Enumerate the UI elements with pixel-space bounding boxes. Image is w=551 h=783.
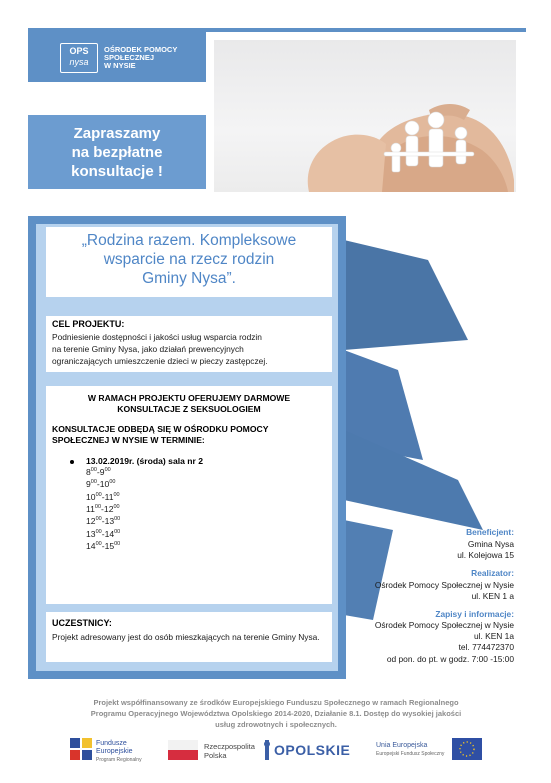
fe-line3: Program Regionalny <box>96 757 142 763</box>
realizer-name: Ośrodek Pomocy Społecznej w Nysie <box>374 580 514 590</box>
consultation-date: 13.02.2019r. (środa) sala nr 2 <box>86 456 204 466</box>
fundusze-europejskie-icon <box>70 738 92 762</box>
funding-note-line3: usług zdrowotnych i społecznych. <box>215 720 337 729</box>
hands-illustration <box>214 40 516 192</box>
goal-text <box>52 331 324 367</box>
header-strip <box>206 28 526 32</box>
time-slot: $11^{00}-12^{00}$ <box>86 503 120 514</box>
signup-name: Ośrodek Pomocy Społecznej w Nysie <box>374 620 514 630</box>
invite-line1: Zapraszamy <box>73 125 161 142</box>
participants-text: Projekt adresowany jest do osób mieszkających na terenie Gminy Nysa. <box>52 632 320 642</box>
fe-line2: Europejskie <box>96 748 133 755</box>
realizer-address: ul. KEN 1 a <box>471 591 514 601</box>
org-name-line2: SPOŁECZNEJ <box>104 53 155 62</box>
org-name-line3: W NYSIE <box>104 61 136 70</box>
ue-line2: Europejski Fundusz Społeczny <box>376 751 445 757</box>
goal-heading: CEL PROJEKTU: <box>52 319 125 329</box>
invite-line2: na bezpłatne <box>71 144 163 161</box>
unia-europejska-logo <box>376 742 444 758</box>
place-line1: KONSULTACJE ODBĘDĄ SIĘ W OŚRODKU POMOCY <box>52 424 269 434</box>
rp-line2: Polska <box>204 751 227 760</box>
signup-phone: tel. 774472370 <box>458 642 514 652</box>
beneficiary-name: Gmina Nysa <box>467 539 514 549</box>
time-slot: $10^{00}-11^{00}$ <box>86 491 120 502</box>
ue-line1: Unia Europejska <box>376 742 428 749</box>
goal-text-line2: na terenie Gminy Nysa, jako działań prewencyjnych <box>52 344 244 354</box>
place-line2: SPOŁECZNEJ W NYSIE W TERMINIE: <box>52 435 205 445</box>
funding-logos <box>60 734 500 768</box>
ops-logo <box>60 43 98 73</box>
project-title-line1: „Rodzina razem. Kompleksowe <box>81 232 297 249</box>
signup-hours: od pon. do pt. w godz. 7:00 -15:00 <box>386 654 514 664</box>
bullet-icon <box>70 460 74 464</box>
invite-text <box>32 124 202 181</box>
time-slot: $13^{00}-14^{00}$ <box>86 528 121 539</box>
offer-line1: W RAMACH PROJEKTU OFERUJEMY DARMOWE <box>87 393 291 403</box>
invite-line3: konsultacje ! <box>71 163 163 180</box>
logo-mark-bottom: nysa <box>69 57 89 67</box>
offer-line2: KONSULTACJE Z SEKSUOLOGIEM <box>117 404 261 414</box>
opolskie-logo: OPOLSKIE <box>274 742 351 758</box>
project-title <box>50 231 328 288</box>
time-slot: $12^{00}-13^{00}$ <box>86 516 121 527</box>
polish-flag-icon <box>168 740 198 760</box>
rp-line1: Rzeczpospolita <box>204 742 255 751</box>
logo-mark-top: OPS <box>69 46 89 56</box>
rzeczpospolita-logo <box>204 742 255 760</box>
participants-heading: UCZESTNICY: <box>52 618 112 628</box>
fundusze-europejskie-logo <box>96 740 142 764</box>
beneficiary-label: Beneficjent: <box>466 527 514 537</box>
funding-note-line1: Projekt współfinansowany ze środków Europejskiego Funduszu Społecznego w ramach Regionalnego <box>93 698 459 707</box>
place-heading <box>52 424 326 446</box>
offer-heading <box>52 393 326 415</box>
family-hands-photo <box>214 40 516 192</box>
org-name <box>104 46 194 70</box>
time-slot: $8^{00}-9^{00}$ <box>86 467 111 477</box>
signup-address: ul. KEN 1a <box>473 631 514 641</box>
project-title-line3: Gminy Nysa”. <box>142 270 236 287</box>
time-slot: $9^{00}-10^{00}$ <box>86 479 116 490</box>
eu-flag-icon <box>452 738 482 760</box>
time-slot: $14^{00}-15^{00}$ <box>86 540 121 551</box>
funding-note <box>60 697 492 730</box>
header-gap <box>28 82 206 115</box>
beneficiary-address: ul. Kolejowa 15 <box>457 550 514 560</box>
org-name-line1: OŚRODEK POMOCY <box>104 45 178 54</box>
funding-note-line2: Programu Operacyjnego Województwa Opolskiego 2014-2020, Działanie 8.1. Dostęp do wysokiej jakości <box>90 709 462 718</box>
realizer-label: Realizator: <box>471 568 514 578</box>
goal-text-line3: ograniczających umieszczenie dzieci w pieczy zastępczej. <box>52 356 268 366</box>
opolskie-emblem-icon <box>262 740 272 760</box>
signup-label: Zapisy i informacje: <box>435 609 514 619</box>
project-title-line2: wsparcie na rzecz rodzin <box>103 251 275 268</box>
fe-line1: Fundusze <box>96 740 127 747</box>
goal-text-line1: Podniesienie dostępności i jakości usług wsparcia rodzin <box>52 332 262 342</box>
